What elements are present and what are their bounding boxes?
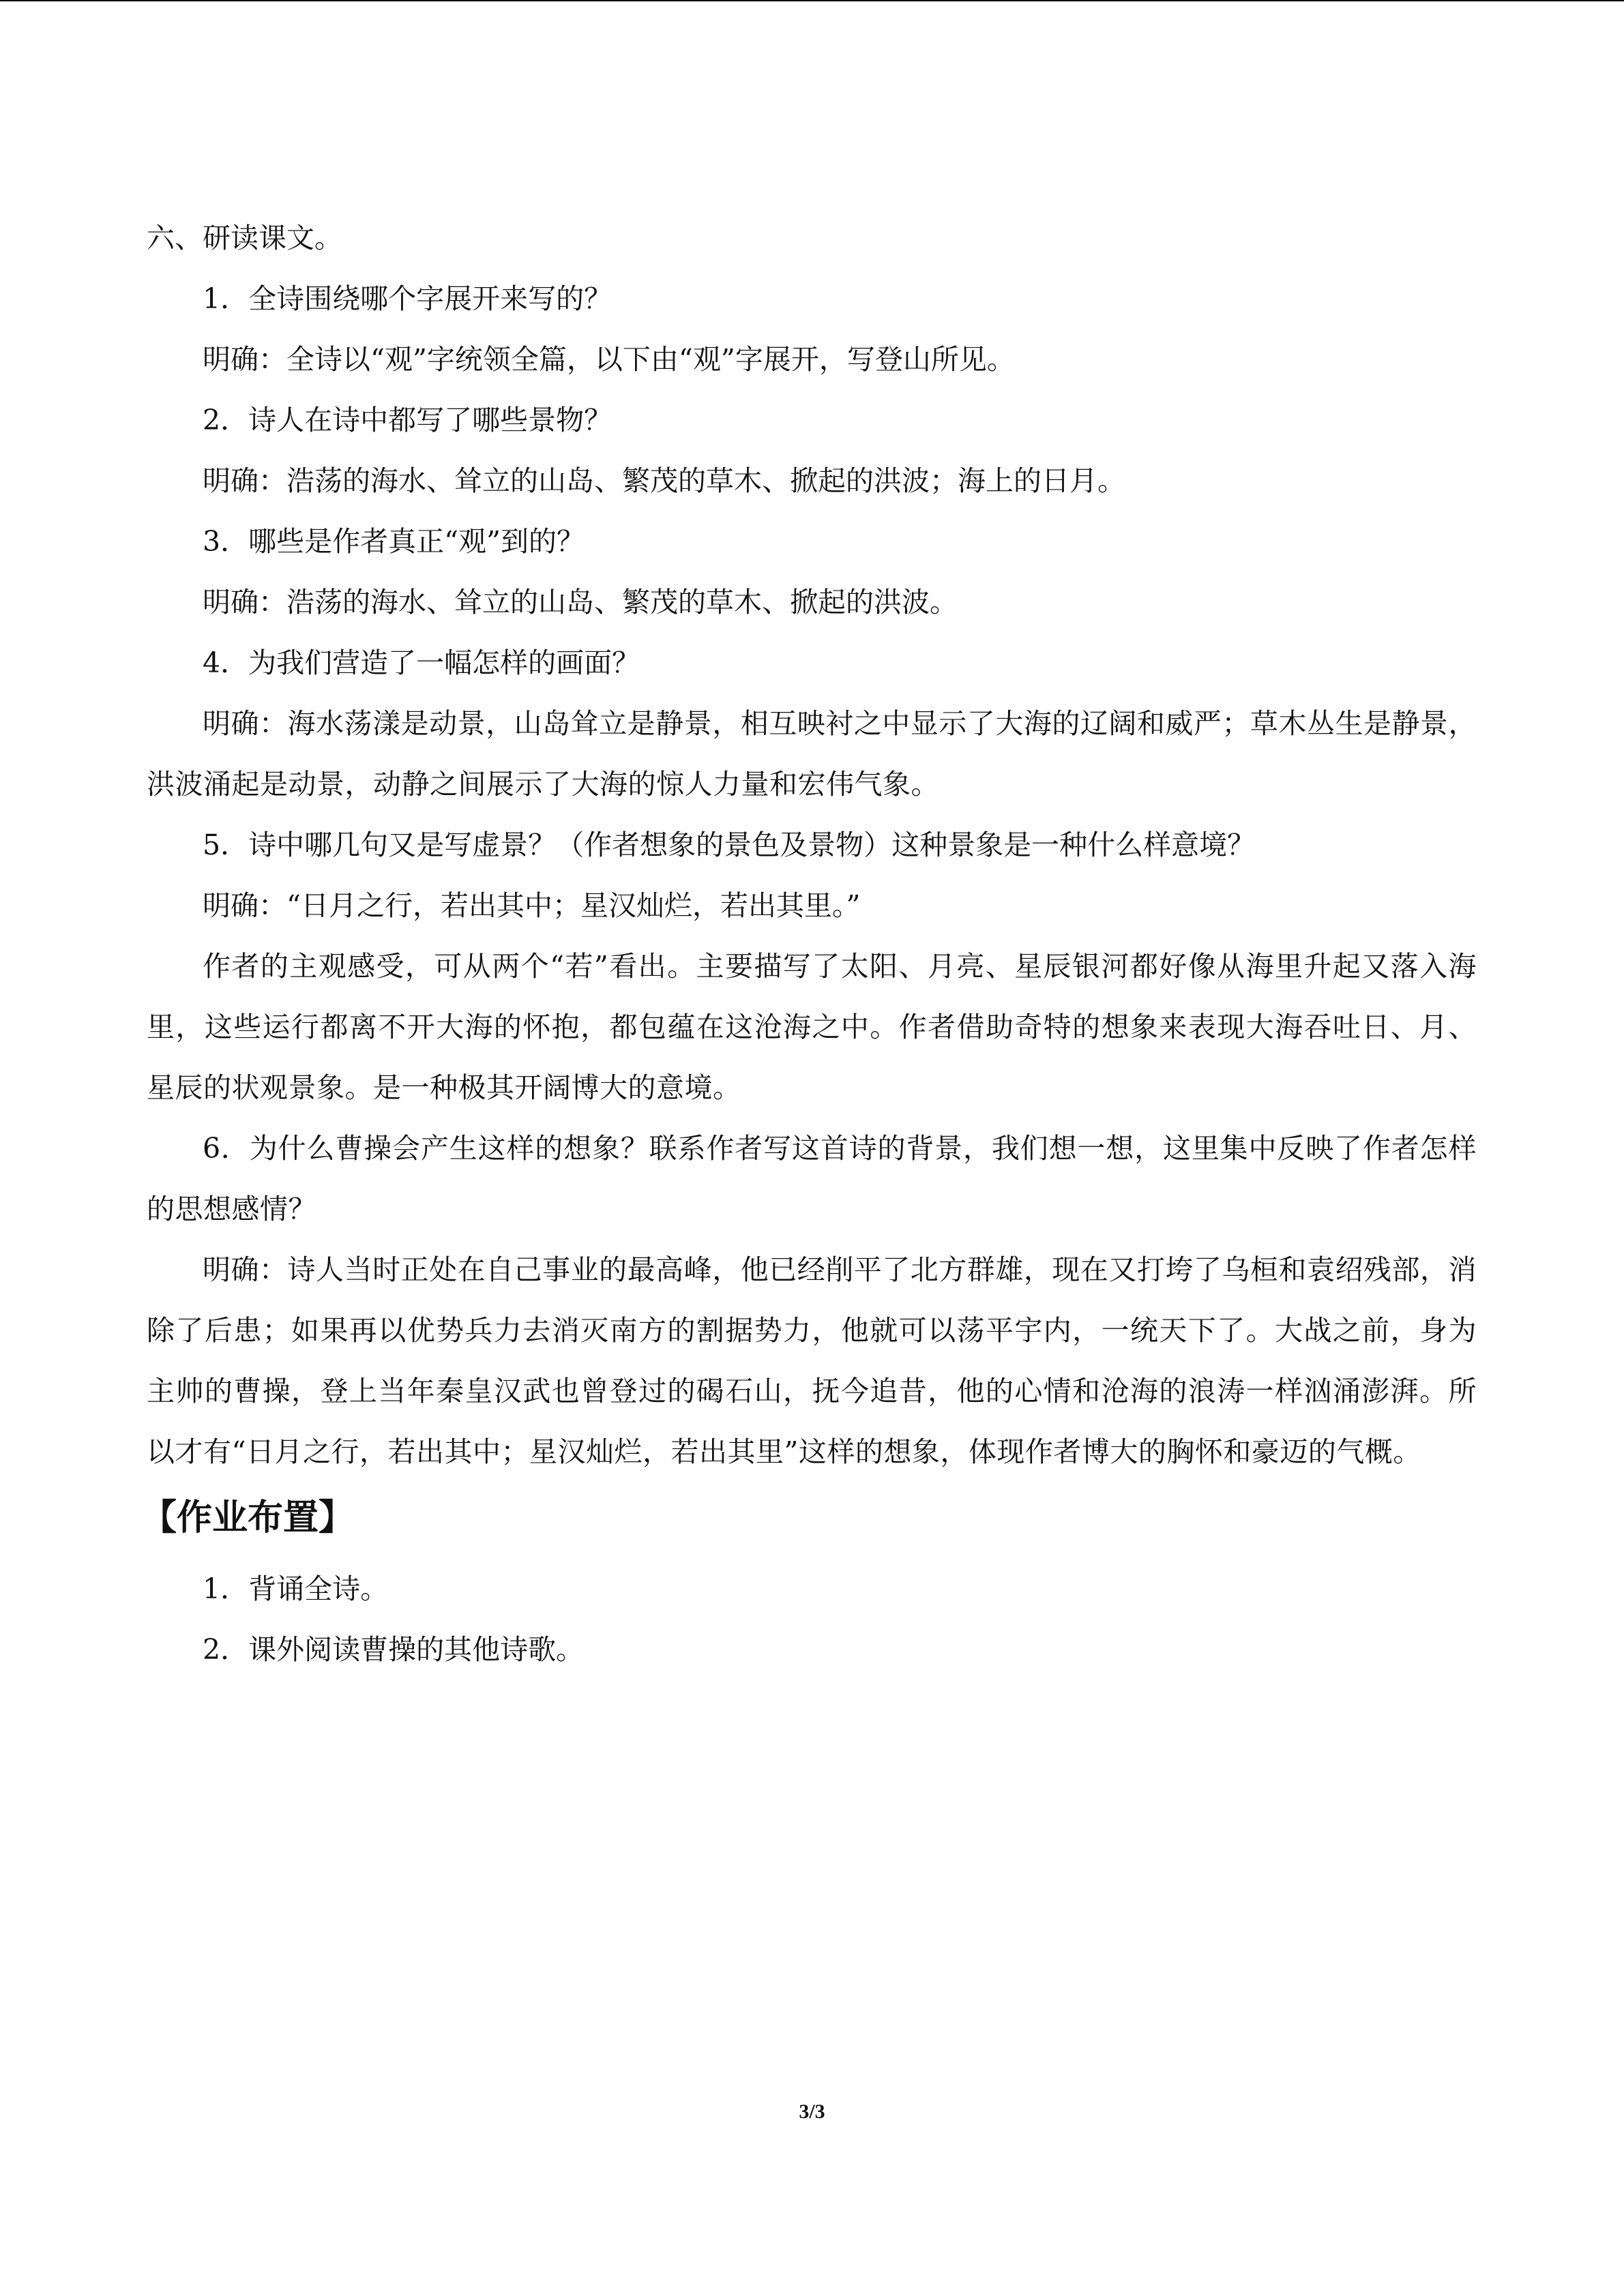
answer-4: 明确：海水荡漾是动景，山岛耸立是静景，相互映衬之中显示了大海的辽阔和威严；草木丛生是静景，洪波涌起是动景，动静之间展示了大海的惊人力量和宏伟气象。 [147,707,1477,801]
answer-5: 明确：“日月之行，若出其中；星汉灿烂，若出其里。” [203,889,861,922]
answer-6: 明确：诗人当时正处在自己事业的最高峰，他已经削平了北方群雄，现在又打垮了乌桓和袁绍残部，消除了后患；如果再以优势兵力去消灭南方的割据势力，他就可以荡平宇内，一统天下了。大战之前，身为主帅的曹操，登上当年秦皇汉武也曾登过的碣石山，抚今追昔，他的心情和沧海的浪涛一样汹涌澎湃。所以才有“日月之行，若出其中；星汉灿烂，若出其里”这样的想象，体现作者博大的胸怀和豪迈的气概。 [147,1253,1477,1468]
top-border-line [0,0,1624,1]
question-1: 1．全诗围绕哪个字展开来写的？ [203,282,612,315]
answer-2: 明确：浩荡的海水、耸立的山岛、繁茂的草木、掀起的洪波；海上的日月。 [203,464,1125,497]
answer-5-explanation: 作者的主观感受，可从两个“若”看出。主要描写了太阳、月亮、星辰银河都好像从海里升起又落入海里，这些运行都离不开大海的怀抱，都包蕴在这沧海之中。作者借助奇特的想象来表现大海吞吐日、月、星辰的状观景象。是一种极其开阔博大的意境。 [147,950,1477,1104]
page-number: 3/3 [799,2100,825,2123]
question-4: 4．为我们营造了一幅怎样的画面？ [203,646,640,679]
homework-item-2: 2．课外阅读曹操的其他诗歌。 [203,1633,585,1666]
answer-3: 明确：浩荡的海水、耸立的山岛、繁茂的草木、掀起的洪波。 [203,586,958,618]
document-body [141,208,1477,1680]
question-5: 5．诗中哪几句又是写虚景？（作者想象的景色及景物）这种景象是一种什么样意境？ [203,829,1256,861]
homework-heading: 【作业布置】 [141,1497,355,1538]
question-6: 6．为什么曹操会产生这样的想象？联系作者写这首诗的背景，我们想一想，这里集中反映了作者怎样的思想感情？ [147,1132,1477,1225]
homework-item-1: 1．背诵全诗。 [203,1572,389,1605]
section-title: 六、研读课文。 [147,222,342,254]
question-2: 2．诗人在诗中都写了哪些景物？ [203,404,612,436]
question-3: 3．哪些是作者真正“观”到的？ [203,525,585,558]
answer-1: 明确：全诗以“观”字统领全篇，以下由“观”字展开，写登山所见。 [203,343,1015,376]
